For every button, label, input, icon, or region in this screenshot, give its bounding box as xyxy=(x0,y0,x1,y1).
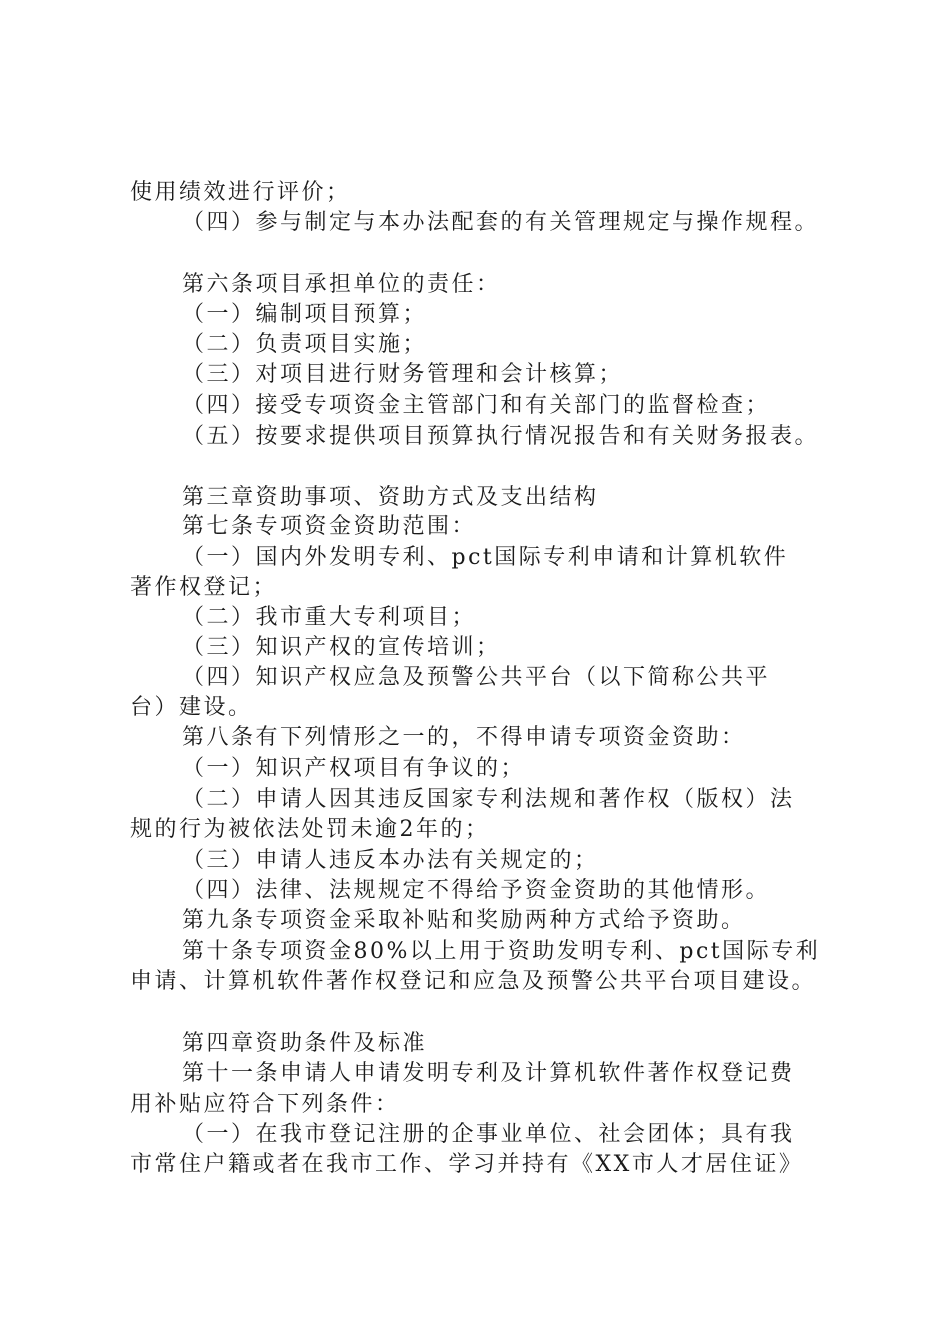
text-line: （四）法律、法规规定不得给予资金资助的其他情形。 xyxy=(182,878,771,903)
text-line: 用补贴应符合下列条件： xyxy=(130,1092,400,1117)
text-line: （一）编制项目预算； xyxy=(182,302,428,327)
section-heading: 第六条项目承担单位的责任： xyxy=(182,272,501,297)
text-line: （五）按要求提供项目预算执行情况报告和有关财务报表。 xyxy=(182,424,820,449)
text-line: （四）接受专项资金主管部门和有关部门的监督检查； xyxy=(182,393,771,418)
section-heading: 第八条有下列情形之一的，不得申请专项资金资助： xyxy=(182,725,746,750)
text-line: （三）知识产权的宣传培训； xyxy=(182,635,501,660)
text-line: 台）建设。 xyxy=(130,695,253,720)
section-heading: 第十条专项资金80%以上用于资助发明专利、pct国际专利 xyxy=(182,939,821,964)
text-line: （一）知识产权项目有争议的； xyxy=(182,756,526,781)
text-line: 著作权登记； xyxy=(130,575,278,600)
text-line: （四）参与制定与本办法配套的有关管理规定与操作规程。 xyxy=(182,210,820,235)
section-heading: 第七条专项资金资助范围： xyxy=(182,514,477,539)
text-line: 使用绩效进行评价； xyxy=(130,180,351,205)
section-heading: 第九条专项资金采取补贴和奖励两种方式给予资助。 xyxy=(182,908,746,933)
text-line: （一）国内外发明专利、pct国际专利申请和计算机软件 xyxy=(182,545,789,570)
text-line: 申请、计算机软件著作权登记和应急及预警公共平台项目建设。 xyxy=(130,969,817,994)
text-line: （二）负责项目实施； xyxy=(182,332,428,357)
text-line: （二）申请人因其违反国家专利法规和著作权（版权）法 xyxy=(182,787,795,812)
text-line: 市常住户籍或者在我市工作、学习并持有《XX市人才居住证》 xyxy=(130,1152,804,1177)
text-line: （四）知识产权应急及预警公共平台（以下简称公共平 xyxy=(182,665,771,690)
text-line: （一）在我市登记注册的企事业单位、社会团体；具有我 xyxy=(182,1122,795,1147)
text-line: 规的行为被依法处罚未逾2年的； xyxy=(130,817,490,842)
chapter-heading: 第三章资助事项、资助方式及支出结构 xyxy=(182,485,599,510)
text-line: （二）我市重大专利项目； xyxy=(182,605,477,630)
section-heading: 第十一条申请人申请发明专利及计算机软件著作权登记费 xyxy=(182,1061,795,1086)
text-line: （三）申请人违反本办法有关规定的； xyxy=(182,848,599,873)
chapter-heading: 第四章资助条件及标准 xyxy=(182,1031,428,1056)
text-line: （三）对项目进行财务管理和会计核算； xyxy=(182,362,624,387)
